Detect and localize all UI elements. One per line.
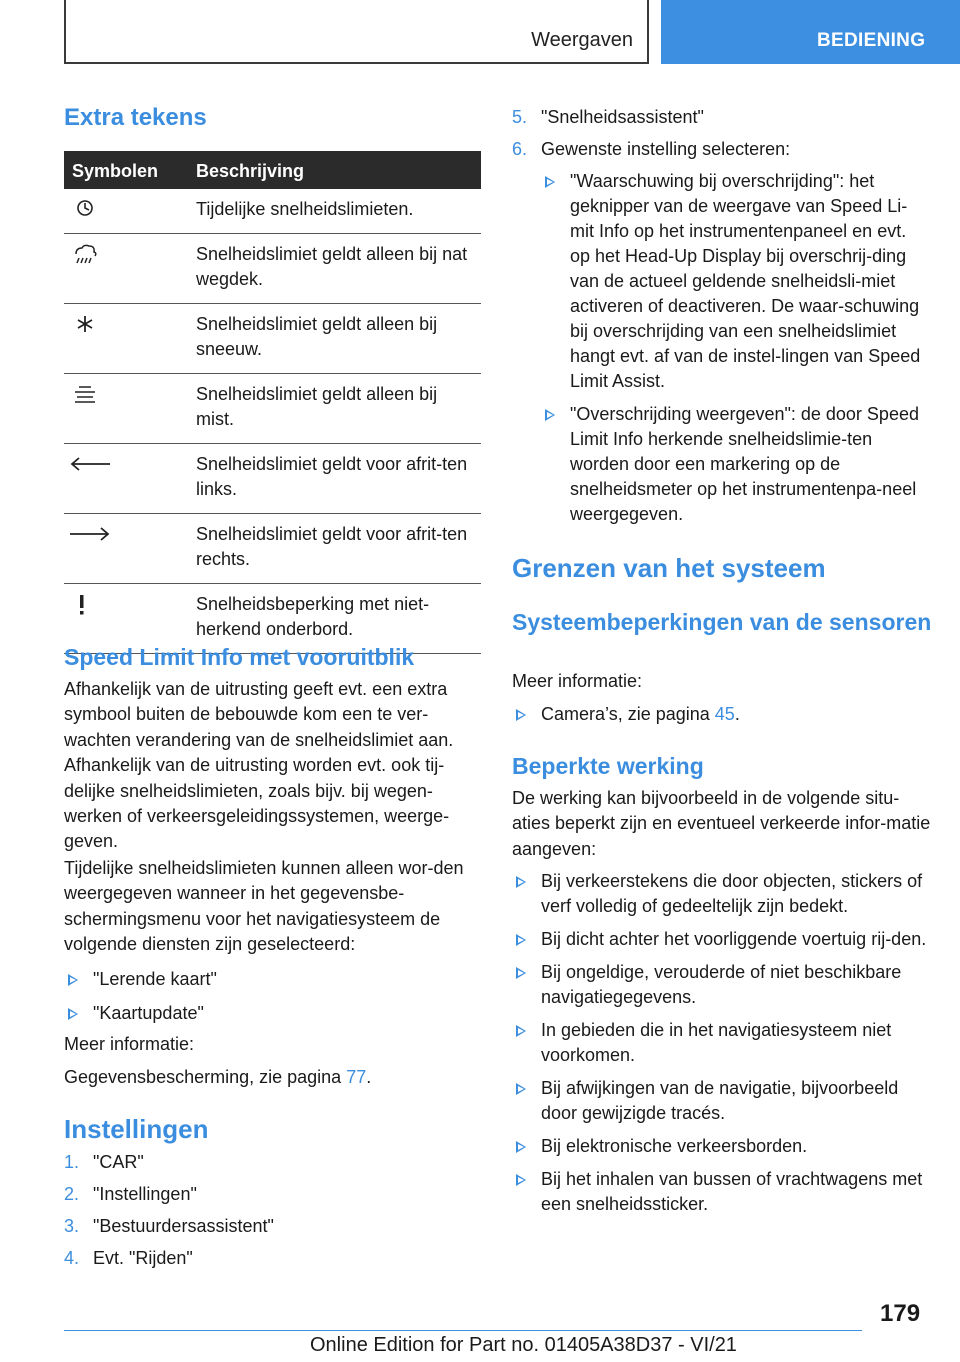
table-row [64,304,481,374]
header-chapter-label: BEDIENING [817,30,926,51]
step-item: 4. Evt. "Rijden" [64,1248,193,1268]
bullet-triangle-icon [516,967,526,979]
symbols-table [64,151,481,654]
settings-steps-left [64,1150,482,1271]
bullet-triangle-icon [545,409,555,421]
page-number: 179 [880,1300,921,1327]
list-item: Bij ongeldige, verouderde of niet beschikbare navigatiegegevens. [512,960,932,1010]
row-desc: Snelheidslimiet geldt alleen bij nat wegdek. [196,244,468,289]
col-desc-header: Beschrijving [196,161,305,181]
list-item: Bij verkeerstekens die door objecten, stickers of verf volledig of gedeeltelijk zijn bedekt. [512,869,932,919]
list-item: Bij elektronische verkeersborden. [512,1134,932,1159]
step-item: 3. "Bestuurdersassistent" [64,1216,274,1236]
header-section-tab [64,0,649,64]
bullet-triangle-icon [516,709,526,721]
step-item: 2. "Instellingen" [64,1184,197,1204]
privacy-reference: Gegevensbescherming, zie pagina 77. [64,1067,372,1087]
table-row [64,514,481,584]
list-item: "Kaartupdate" [64,1001,482,1026]
list-item: "Lerende kaart" [64,967,482,992]
step-item: 6. Gewenste instelling selecteren: [512,139,791,159]
list-item: Bij het inhalen van bussen of vrachtwagens met een snelheidssticker. [512,1167,932,1217]
bullet-triangle-icon [68,974,78,986]
restricted-intro: De werking kan bijvoorbeeld in de volgende situ-aties beperkt zijn en eventueel verkeerde infor-matie aangeven: [512,788,931,859]
extra-signs-heading: Extra tekens [64,104,207,131]
list-item: In gebieden die in het navigatiesysteem niet voorkomen. [512,1018,932,1068]
page-link-77[interactable]: 77 [346,1067,367,1087]
sensors-more-info: Meer informatie: [512,671,643,691]
step-item: 1. "CAR" [64,1152,144,1172]
restricted-list [512,869,932,1217]
restricted-heading: Beperkte werking [512,753,704,779]
step-item: 5. "Snelheidsassistent" [512,107,704,127]
footer-edition: Online Edition for Part no. 01405A38D37 - VI/21 [310,1334,737,1356]
header-section-label: Weergaven [531,29,633,51]
speed-limit-paragraph-1: Afhankelijk van de uitrusting geeft evt. een extra symbool buiten de bebouwde kom een te ver-wachten verandering van de snelheidslimiet aan. Afhankelijk van de uitrusting worden evt. ook tij-delijke snelheidslimieten, zoals bijv. bij wegen-werken of verkeersgeleidingssystemen, weerge-geven. [64,679,454,852]
row-desc: Snelheidsbeperking met niet-herkend onderbord. [196,594,430,639]
sensors-heading: Systeembeperkingen van de sensoren [512,609,932,635]
list-item: Camera’s, zie pagina 45. [512,702,932,727]
row-desc: Snelheidslimiet geldt alleen bij sneeuw. [196,314,438,359]
table-header [64,151,481,189]
bullet-triangle-icon [516,876,526,888]
speed-limit-paragraph-2: Tijdelijke snelheidslimieten kunnen alleen wor-den weergegeven wanneer in het gegevensbe-schermingsmenu voor het navigatiesysteem de volgende diensten zijn geselecteerd: [64,858,464,955]
bullet-triangle-icon [68,1008,78,1020]
list-item: Bij dicht achter het voorliggende voertuig rij-den. [512,927,932,952]
header-chapter-tab [661,0,960,64]
settings-heading: Instellingen [64,1114,209,1144]
more-info-label: Meer informatie: [64,1034,195,1054]
fog-icon [70,384,110,408]
clock-icon [70,199,110,223]
row-desc: Snelheidslimiet geldt voor afrit-ten rechts. [196,524,468,569]
arrow-right-icon [70,524,110,548]
table-row [64,374,481,444]
table-row [64,444,481,514]
speed-limit-heading: Speed Limit Info met vooruitblik [64,644,415,670]
row-desc: Snelheidslimiet geldt alleen bij mist. [196,384,438,429]
bullet-triangle-icon [516,1025,526,1037]
exclamation-icon [70,594,110,618]
rain-cloud-icon [70,244,110,268]
bullet-triangle-icon [516,1083,526,1095]
services-list [64,967,482,1026]
bullet-triangle-icon [516,1141,526,1153]
limits-heading: Grenzen van het systeem [512,553,826,583]
list-item: Bij afwijkingen van de navigatie, bijvoorbeeld door gewijzigde tracés. [512,1076,932,1126]
bullet-triangle-icon [545,176,555,188]
page-link-45[interactable]: 45 [714,704,735,724]
col-symbol-header: Symbolen [72,161,159,181]
list-item: "Waarschuwing bij overschrijding": het geknipper van de weergave van Speed Li-mit Info op het instrumentenpaneel en evt. op het Head-Up Display bij overschrij-ding van de actueel geldende snelheidsli-miet activeren of deactiveren. De waar-schuwing bij overschrijding van een snelheidslimiet hangt evt. af van de instel-lingen van Speed Limit Assist. [541,169,931,394]
arrow-left-icon [70,454,110,478]
list-item: "Overschrijding weergeven": de door Speed Limit Info herkende snelheidslimie-ten worden door een markering op de snelheidsmeter op het instrumentenpa-neel weergegeven. [541,402,931,527]
table-row [64,234,481,304]
bullet-triangle-icon [516,1174,526,1186]
options-list [541,169,931,527]
bullet-triangle-icon [516,934,526,946]
sensors-list [512,702,932,727]
snowflake-icon [70,314,110,338]
settings-steps-right [512,105,932,162]
row-desc: Snelheidslimiet geldt voor afrit-ten links. [196,454,468,499]
footer-divider [64,1330,862,1331]
table-row [64,189,481,234]
row-desc: Tijdelijke snelheidslimieten. [196,199,414,219]
